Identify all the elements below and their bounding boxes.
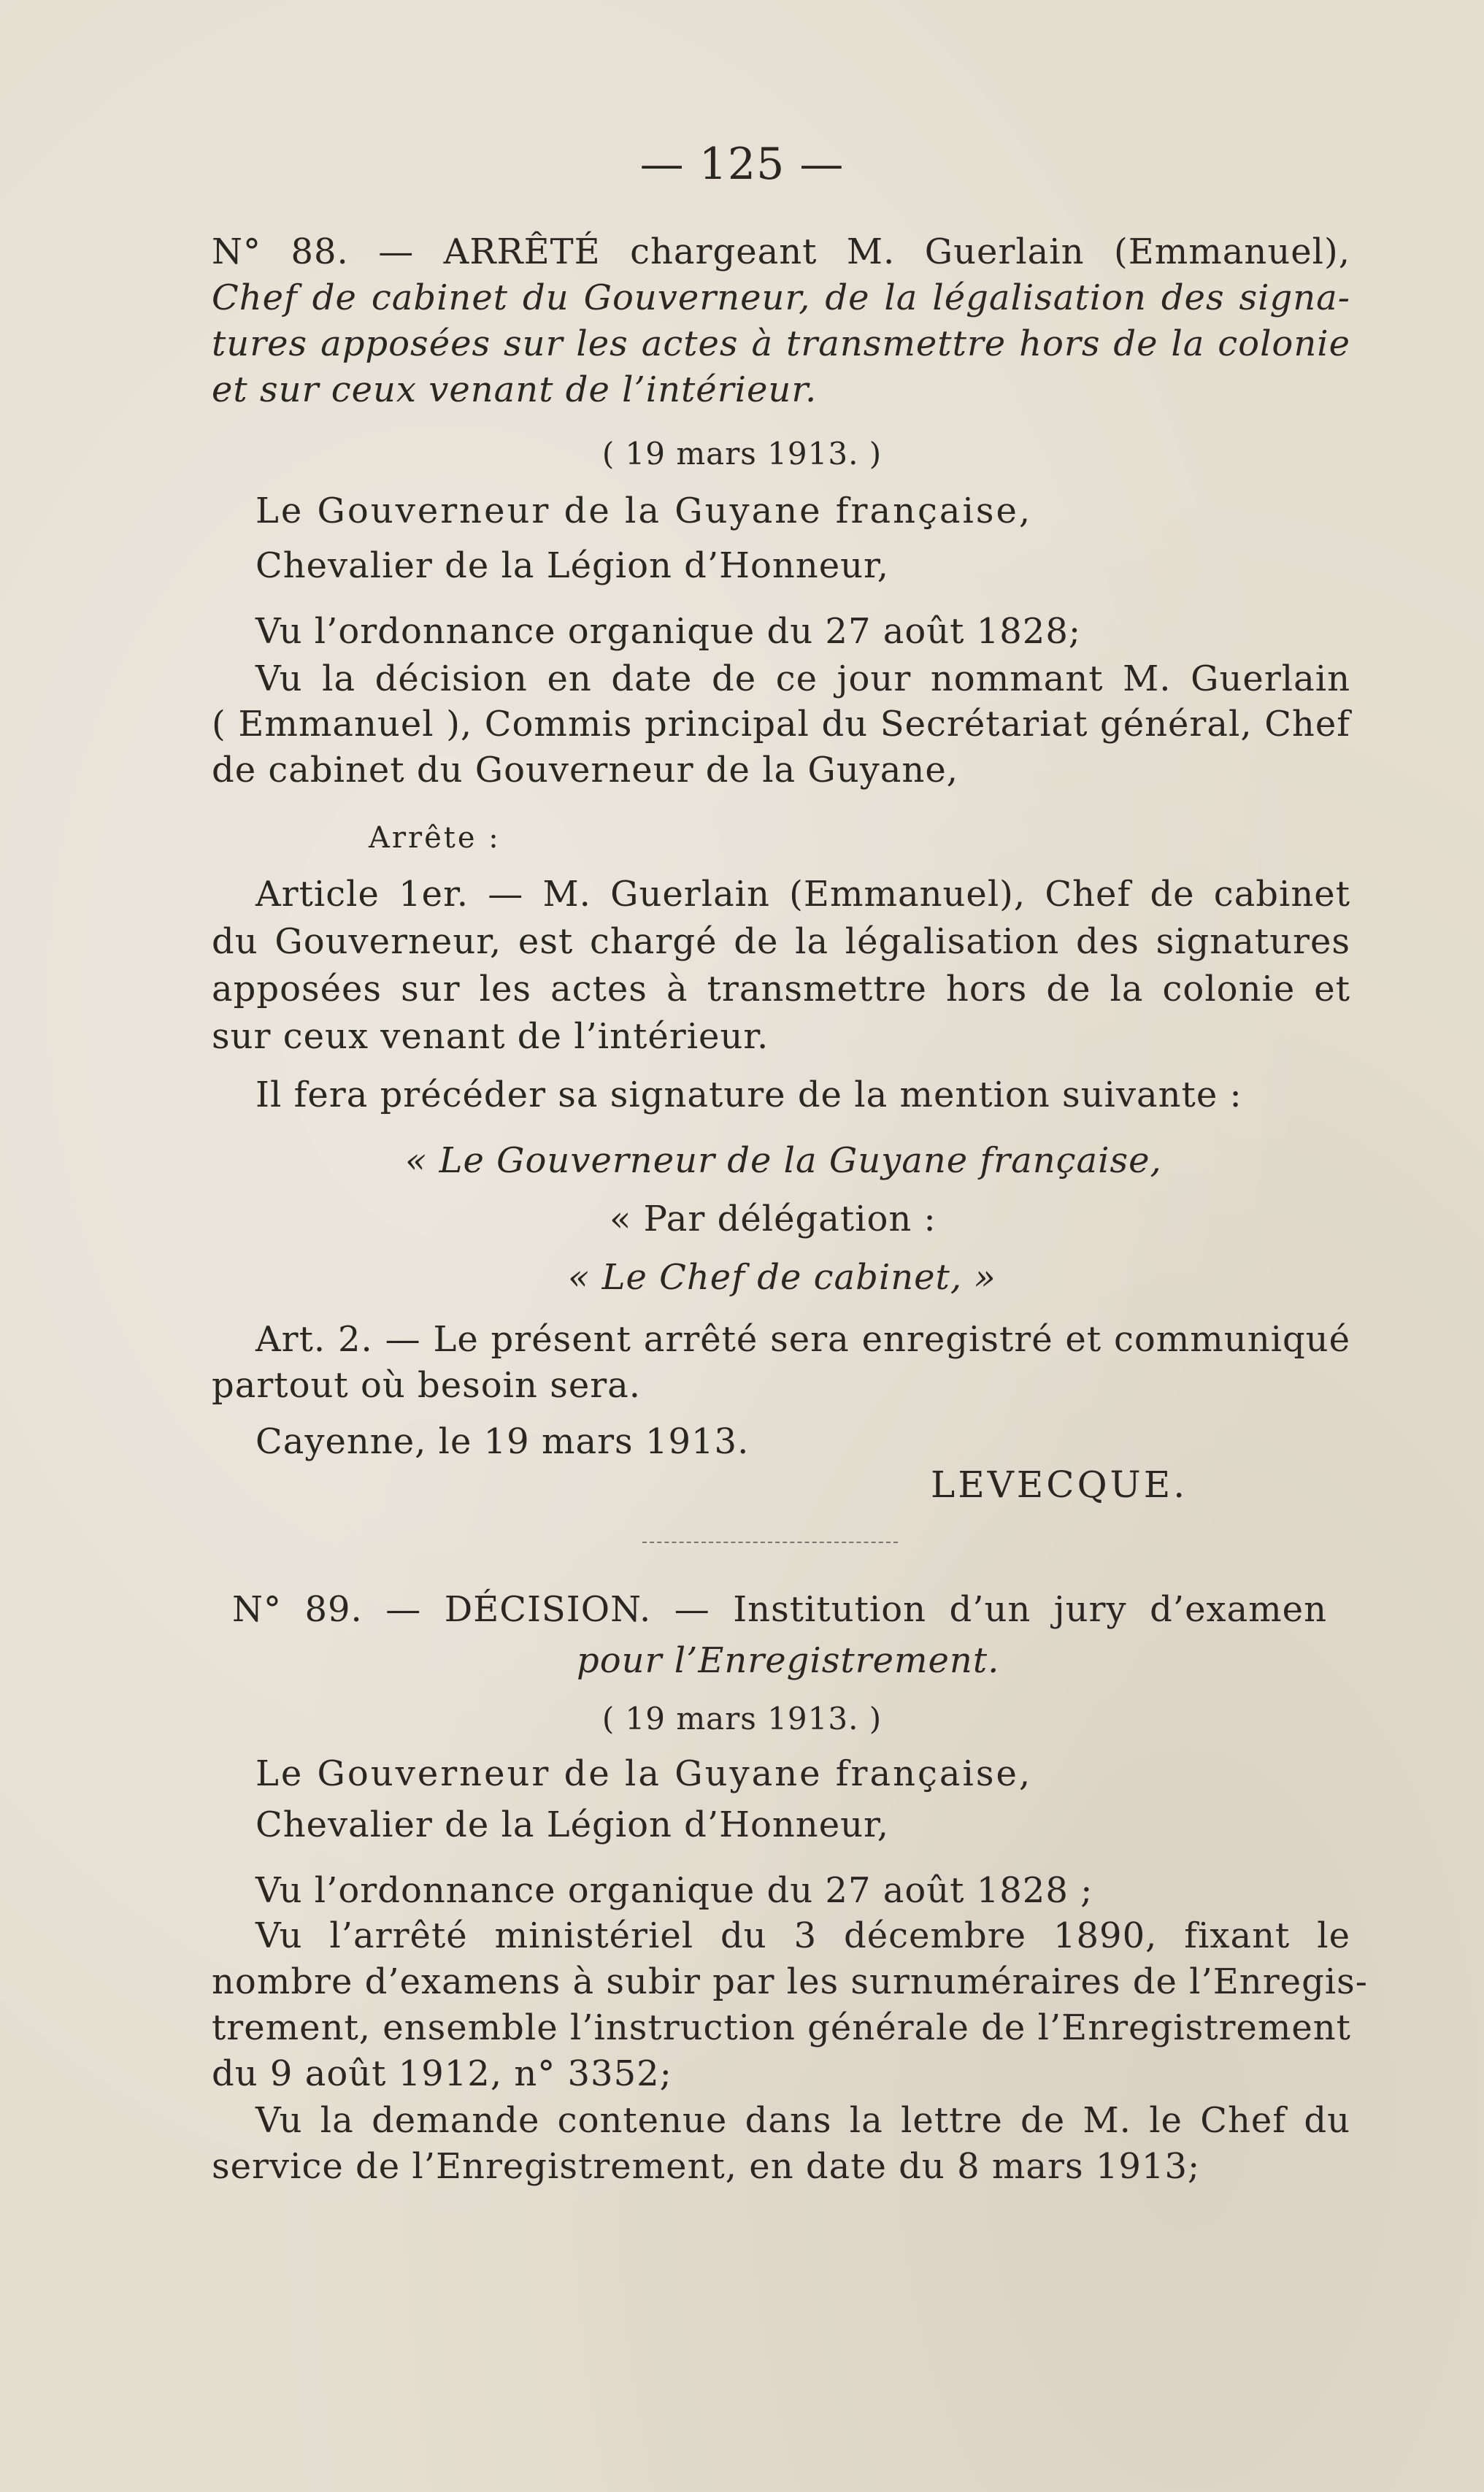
doc89-intro-1: Le Gouverneur de la Guyane française, [255, 1753, 1033, 1794]
section-divider [642, 1542, 898, 1543]
doc88-heading-line-4: et sur ceux venant de l’intérieur. [212, 369, 818, 410]
doc89-intro-2: Chevalier de la Légion d’Honneur, [255, 1804, 889, 1845]
doc89-vu-3-line-1: Vu la demande contenue dans la lettre de M. le Chef du [255, 2100, 1350, 2141]
doc89-heading-line-2: pour l’Enregistrement. [577, 1640, 1000, 1681]
doc89-vu-2-line-3: trement, ensemble l’instruction générale de l’Enregistrement [212, 2007, 1351, 2048]
doc88-heading-line-1: N° 88. — ARRÊTÉ chargeant M. Guerlain (Emmanuel), [212, 231, 1350, 272]
doc88-article-1-line-3: apposées sur les actes à transmettre hors de la colonie et [212, 969, 1350, 1010]
doc89-vu-2-line-1: Vu l’arrêté ministériel du 3 décembre 1890, fixant le [255, 1915, 1350, 1956]
doc88-date: ( 19 mars 1913. ) [601, 436, 883, 472]
doc88-article-1-line-2: du Gouverneur, est chargé de la légalisation des signatures [212, 921, 1350, 962]
page-number: — 125 — [639, 139, 845, 190]
doc89-date: ( 19 mars 1913. ) [601, 1701, 883, 1737]
doc88-signature: LEVECQUE. [931, 1464, 1188, 1506]
doc89-heading-line-1: N° 89. — DÉCISION. — Institution d’un jury d’examen [232, 1589, 1327, 1630]
doc88-mention-line-2: « Par délégation : [610, 1199, 937, 1239]
doc88-heading-line-3: tures apposées sur les actes à transmettre hors de la colonie [212, 323, 1350, 364]
doc88-vu-2-line-2: ( Emmanuel ), Commis principal du Secrétariat général, Chef [212, 704, 1350, 745]
doc88-article-2-line-1: Art. 2. — Le présent arrêté sera enregistré et communiqué [255, 1319, 1350, 1360]
doc88-mention-intro: Il fera précéder sa signature de la mention suivante : [255, 1074, 1242, 1115]
doc89-vu-2-line-4: du 9 août 1912, n° 3352; [212, 2053, 672, 2094]
doc89-vu-1: Vu l’ordonnance organique du 27 août 1828 ; [255, 1870, 1093, 1911]
doc89-vu-2-line-2: nombre d’examens à subir par les surnuméraires de l’Enregis- [212, 1961, 1368, 2002]
doc88-article-1-line-1: Article 1er. — M. Guerlain (Emmanuel), Chef de cabinet [255, 874, 1350, 915]
doc88-arrete: Arrête : [369, 821, 501, 855]
doc88-place-date: Cayenne, le 19 mars 1913. [255, 1421, 750, 1462]
doc88-heading-line-2: Chef de cabinet du Gouverneur, de la légalisation des signa- [212, 277, 1350, 318]
doc88-vu-2-line-1: Vu la décision en date de ce jour nommant M. Guerlain [255, 658, 1350, 699]
doc88-mention-line-1: « Le Gouverneur de la Guyane française, [405, 1140, 1162, 1181]
doc88-article-1-line-4: sur ceux venant de l’intérieur. [212, 1016, 769, 1057]
doc88-intro-2: Chevalier de la Légion d’Honneur, [255, 545, 889, 586]
doc88-vu-2-line-3: de cabinet du Gouverneur de la Guyane, [212, 750, 958, 791]
doc88-vu-1: Vu l’ordonnance organique du 27 août 1828; [255, 611, 1082, 652]
doc88-mention-line-3: « Le Chef de cabinet, » [568, 1257, 996, 1298]
doc89-vu-3-line-2: service de l’Enregistrement, en date du 8 mars 1913; [212, 2146, 1201, 2187]
doc88-article-2-line-2: partout où besoin sera. [212, 1365, 642, 1406]
doc88-intro-1: Le Gouverneur de la Guyane française, [255, 491, 1033, 531]
